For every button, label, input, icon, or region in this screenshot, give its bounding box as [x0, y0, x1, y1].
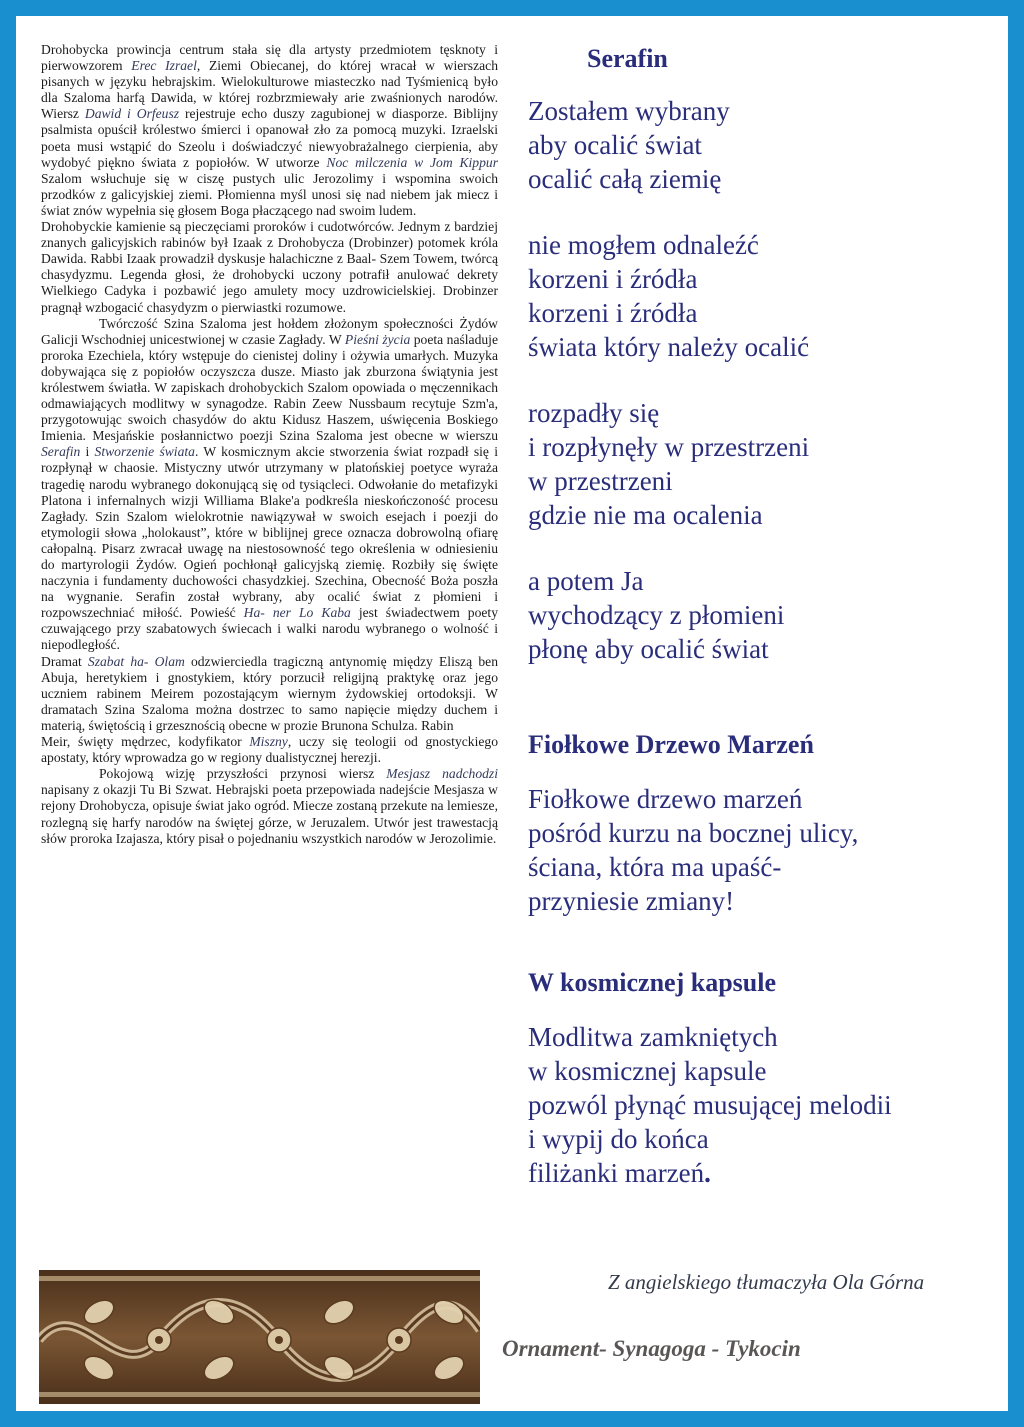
ornament-pattern-icon — [39, 1270, 480, 1404]
text: Twórczość Szina Szaloma jest hołdem złożonym społeczności Żydów Galicji Wschodniej unicestwionej w czasie Zagłady. W — [41, 315, 498, 347]
poem-title-serafin: Serafin — [587, 44, 668, 73]
poem-title-fiolkowe: Fiołkowe Drzewo Marzeń — [528, 730, 814, 759]
title-reference: Dawid i Orfeusz — [84, 106, 180, 122]
poem-line: nie mogłem odnaleźć — [528, 230, 759, 260]
stanza — [528, 782, 998, 918]
text: rejestruje echo duszy zagubionej w diasporze. Biblijny psalmista opuścił królestwo śmierci i opanował zło za pomocą muzyki. Izraelski poeta musi wstąpić do Szeolu i doświadczyć niewyobrażalnego cierpienia, aby wydobyć piękno świata z popiołów. W utworze — [41, 106, 498, 170]
stanza — [528, 1020, 998, 1190]
poem-line — [528, 1156, 998, 1190]
stanza — [528, 564, 998, 666]
final-period: . — [704, 1158, 711, 1188]
poem-line: korzeni i źródła — [528, 264, 698, 294]
text: Drohobycka prowincja centrum stała się dla artysty przedmiotem tęsknoty i pierwowzorem — [41, 42, 498, 74]
essay-paragraph-5 — [41, 734, 498, 766]
essay-paragraph-1 — [41, 42, 498, 219]
text: i — [80, 444, 95, 460]
poem-line: Fiołkowe drzewo marzeń — [528, 784, 803, 814]
title-reference: Erec Izrael — [131, 58, 197, 74]
poem-line: gdzie nie ma ocalenia — [528, 500, 763, 530]
text: odzwierciedla tragiczną antynomię między Eliszą ben Abuja, heretykiem i gnostykiem, który porzucił religijną praktykę oraz jego uczniem rabinem Meirem pozostającym wiernym żydowskiej ortodoksji. W dramatach Szina Szaloma można dostrzec to samo napięcie między duchem i materią, świętością i grzesznością obecne w prozie Brunona Schulza. Rabin — [41, 653, 498, 733]
stanza — [528, 94, 998, 196]
poem-line: a potem Ja — [528, 566, 644, 596]
text: Pokojową wizję przyszłości przynosi wiersz — [99, 766, 387, 782]
stanza — [528, 396, 998, 532]
title-reference: Ha- ner Lo Kaba — [243, 605, 351, 621]
poem-line: i rozpłynęły w przestrzeni — [528, 432, 810, 462]
poem-line: pośród kurzu na bocznej ulicy, — [528, 818, 859, 848]
poem-line-text: filiżanki marzeń — [528, 1158, 705, 1188]
text: jest świadectwem poety czuwającego przy szabatowych świecach i walki narodu wybranego o wolność i niepodległość. — [41, 605, 499, 653]
poem-line: korzeni i źródła — [528, 298, 698, 328]
title-reference: Miszny — [249, 734, 288, 750]
essay-paragraph-2: Drohobyckie kamienie są pieczęciami proroków i cudotwórców. Jednym z bardziej znanych galicyjskich rabinów był Izaak z Drohobycza (Drobinzer) potomek króla Dawida. Rabbi Izaak prowadził dyskusje halachiczne z Baal- Szem Towem, twórcą chasydyzmu. Legenda głosi, że drohobycki uczony potrafił anulować dekrety Wielkiego Cadyka i pozbawić jego amulety mocy uzdrowicielskiej. Drobinzer pragnął wzbogacić chasydyzm o pierwiastki rozumowe. — [41, 219, 498, 315]
essay-paragraph-3 — [41, 316, 498, 654]
text: Dramat — [41, 653, 88, 669]
poem-title-kapsula: W kosmicznej kapsule — [528, 968, 776, 997]
translator-credit: Z angielskiego tłumaczyła Ola Górna — [608, 1270, 925, 1294]
poem-line: ocalić całą ziemię — [528, 164, 722, 194]
image-caption: Ornament- Synagoga - Tykocin — [502, 1336, 801, 1361]
text: , Ziemi Obiecanej, do której wracał w wierszach pisanych w języku hebrajskim. Wielokulturowe miasteczko nad Tyśmienicą było dla Szaloma harfą Dawida, w której rozbrzmiewały arie zwaśnionych narodów. Wiersz — [41, 58, 498, 122]
poem-line: świata który należy ocalić — [528, 332, 810, 362]
title-reference: Stworzenie świata — [94, 444, 195, 460]
title-reference: Mesjasz nadchodzi — [386, 766, 498, 782]
poem-line: aby ocalić świat — [528, 130, 702, 160]
stanza — [528, 228, 998, 364]
poem-line: przyniesie zmiany! — [528, 886, 735, 916]
poem-line: i wypij do końca — [528, 1124, 709, 1154]
poem-line: Zostałem wybrany — [528, 96, 730, 126]
title-reference: Pieśni życia — [344, 331, 411, 347]
title-reference: Noc milczenia w Jom Kippur — [326, 154, 498, 170]
poem-line: w kosmicznej kapsule — [528, 1056, 767, 1086]
poem-line: w przestrzeni — [528, 466, 673, 496]
poem-line: płonę aby ocalić świat — [528, 634, 769, 664]
ornament-image — [39, 1270, 480, 1404]
essay-paragraph-4 — [41, 654, 498, 734]
poems-column — [528, 42, 998, 1190]
essay-paragraph-6 — [41, 766, 498, 846]
poem-line: Modlitwa zamkniętych — [528, 1022, 778, 1052]
text: , uczy się teologii od gnostyckiego apostaty, który wprowadza go w regiony dualistycznej herezji. — [41, 734, 498, 766]
text: napisany z okazji Tu Bi Szwat. Hebrajski poeta przepowiada nadejście Mesjasza w rejony Drohobycza, opisuje świat jako ogród. Miecze zostaną przekute na lemiesze, rozlegną się harfy narodów na świętej górze, w Jeruzalem. Utwór jest trawestacją słów proroka Izajasza, który pisał o pojednaniu wszystkich narodów w Jerozolimie. — [41, 782, 498, 846]
title-reference: Serafin — [41, 444, 81, 460]
poem-line: rozpadły się — [528, 398, 660, 428]
poem-line: pozwól płynąć musującej melodii — [528, 1090, 892, 1120]
poem-line: wychodzący z płomieni — [528, 600, 785, 630]
text: poeta naśladuje proroka Ezechiela, który wstępuje do cienistej doliny i ożywia umarłych. Muzyka dobywająca się z popiołów oczyszcza dusze. Miasto jak zburzona świątynia jest królestwem światła. W zapiskach drohobyckich Szalom opowiada o męczennikach odmawiających modlitwy w synagodze. Rabin Zeew Nussbaum recytuje Szm'a, przygotowując swoich chasydów do aktu Kidusz Haszem, uświęcenia Boskiego Imienia. Mesjańskie posłannictwo poezji Szina Szaloma jest obecne w wierszu — [41, 331, 498, 444]
text: Meir, święty mędrzec, kodyfikator — [41, 734, 250, 750]
text: Szalom wsłuchuje się w ciszę pustych ulic Jerozolimy i wspomina swoich przodków z galicyjskiej ziemi. Płomienna myśl unosi się nad niebem jak miecz i świat znów wypełnia się głosem Boga płaczącego nad swoim ludem. — [41, 170, 498, 218]
poem-line: ściana, która ma upaść- — [528, 852, 782, 882]
page — [16, 16, 1008, 1411]
essay-column — [41, 42, 498, 847]
text: . W kosmicznym akcie stworzenia świat rozpadł się i rozpłynął w chaosie. Mistyczny utwór utrzymany w platońskiej poetyce wyraża tragedię narodu wybranego dokonującą się od tysiącleci. Odwołanie do metafizyki Platona i infernalnych wizji Williama Blake'a podkreśla nieskończoność procesu Zagłady. Szin Szalom wielokrotnie nawiązywał w swoich esejach i poezji do etymologii słowa „holokaust”, które w biblijnej grece oznacza dobrowolną ofiarę całopalną. Pisarz zwracał uwagę na niestosowność tego określenia w odniesieniu do martyrologii Żydów. Ogień pochłonął galicyjską ziemię. Rozbiły się święte naczynia i fundamenty duchowości chasydzkiej. Szechina, Obecność Boża poszła na wygnanie. Serafin został wybrany, aby ocalić świat z płomieni i rozpowszechniać miłość. Powieść — [41, 444, 498, 621]
title-reference: Szabat ha- Olam — [87, 653, 185, 669]
